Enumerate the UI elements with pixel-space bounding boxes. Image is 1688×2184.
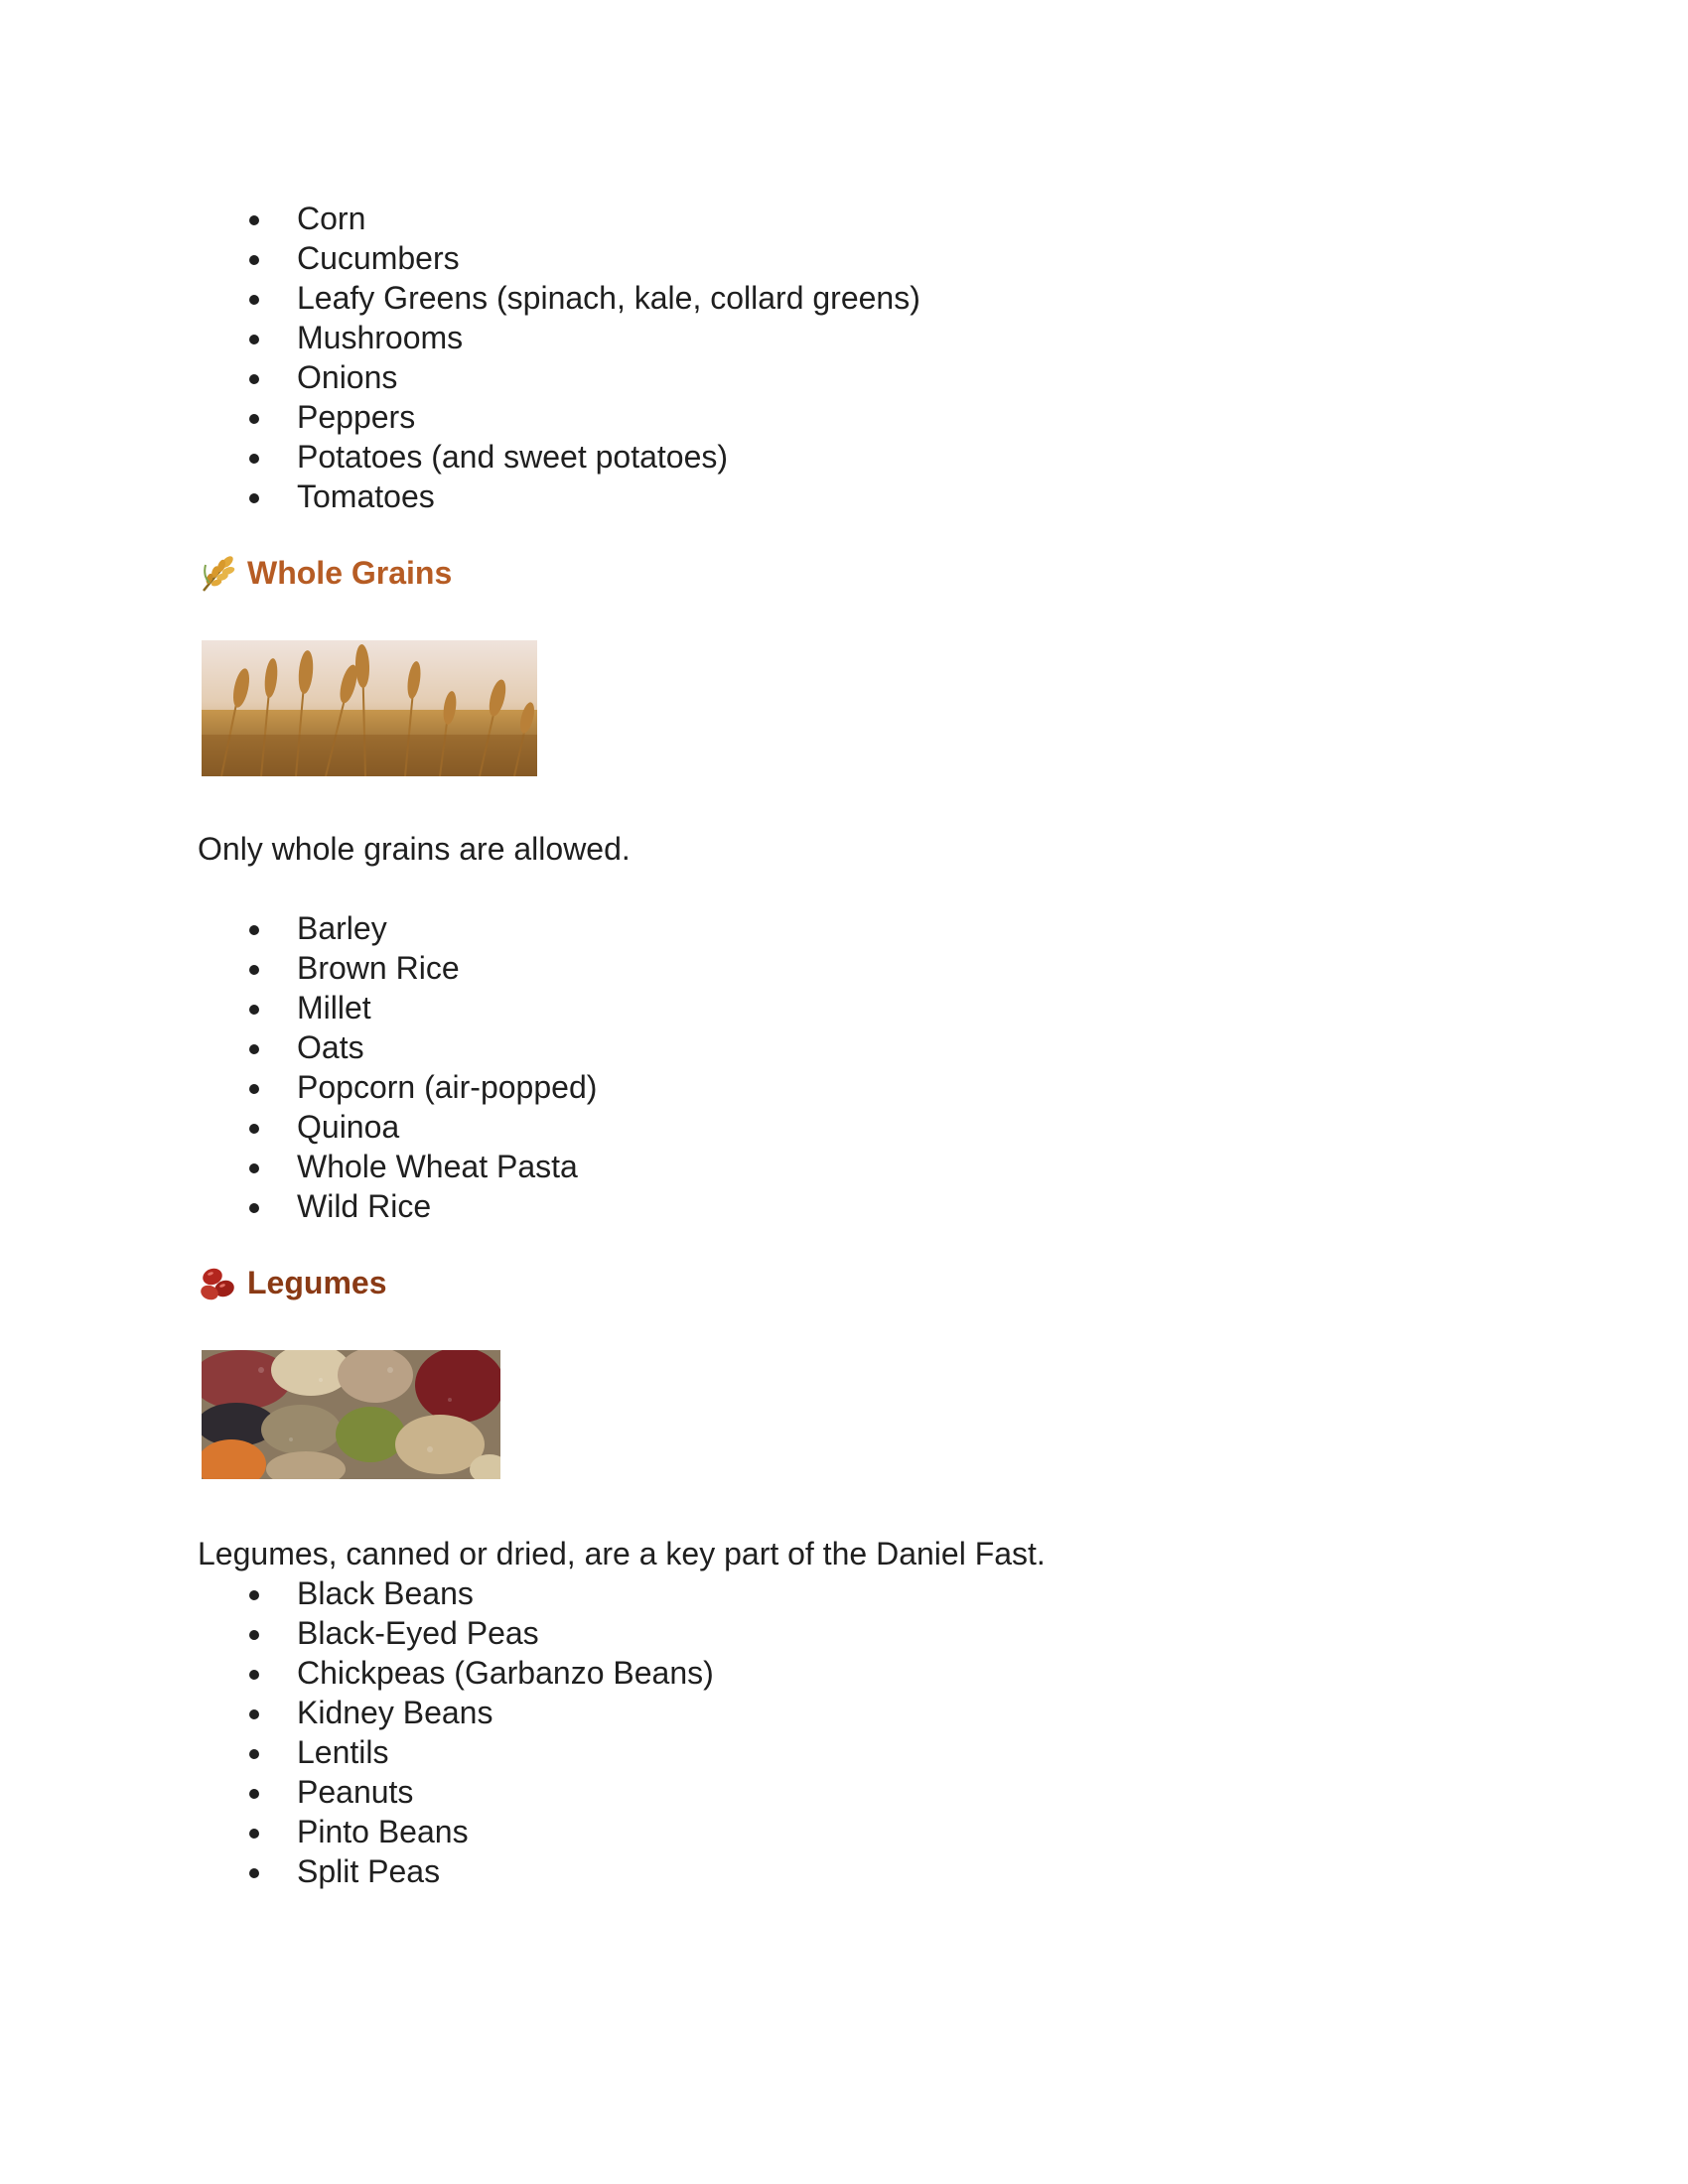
whole-grains-description: Only whole grains are allowed. bbox=[198, 831, 631, 867]
whole-grains-title: Whole Grains bbox=[247, 555, 453, 591]
list-item: Mushrooms bbox=[198, 318, 920, 357]
legumes-title: Legumes bbox=[247, 1265, 387, 1300]
list-item: Barley bbox=[198, 908, 597, 948]
list-item: Lentils bbox=[198, 1732, 714, 1772]
legumes-image bbox=[202, 1350, 500, 1479]
vegetables-list bbox=[198, 199, 920, 516]
list-item: Kidney Beans bbox=[198, 1693, 714, 1732]
list-item: Pinto Beans bbox=[198, 1812, 714, 1851]
list-item: Cucumbers bbox=[198, 238, 920, 278]
list-item: Onions bbox=[198, 357, 920, 397]
list-item: Tomatoes bbox=[198, 477, 920, 516]
list-item: Chickpeas (Garbanzo Beans) bbox=[198, 1653, 714, 1693]
list-item: Peppers bbox=[198, 397, 920, 437]
beans-icon bbox=[198, 1263, 239, 1302]
whole-grains-heading bbox=[198, 551, 452, 595]
list-item: Brown Rice bbox=[198, 948, 597, 988]
list-item: Split Peas bbox=[198, 1851, 714, 1891]
legumes-description: Legumes, canned or dried, are a key part of the Daniel Fast. bbox=[198, 1536, 1046, 1571]
list-item: Whole Wheat Pasta bbox=[198, 1147, 597, 1186]
list-item: Black Beans bbox=[198, 1573, 714, 1613]
list-item: Peanuts bbox=[198, 1772, 714, 1812]
legumes-list bbox=[198, 1573, 714, 1891]
whole-grains-list bbox=[198, 908, 597, 1226]
legumes-heading bbox=[198, 1261, 386, 1304]
list-item: Oats bbox=[198, 1027, 597, 1067]
list-item: Black-Eyed Peas bbox=[198, 1613, 714, 1653]
list-item: Quinoa bbox=[198, 1107, 597, 1147]
list-item: Potatoes (and sweet potatoes) bbox=[198, 437, 920, 477]
list-item: Wild Rice bbox=[198, 1186, 597, 1226]
wheat-field-image bbox=[202, 640, 537, 776]
wheat-icon bbox=[198, 553, 239, 593]
list-item: Popcorn (air-popped) bbox=[198, 1067, 597, 1107]
list-item: Leafy Greens (spinach, kale, collard greens) bbox=[198, 278, 920, 318]
list-item: Corn bbox=[198, 199, 920, 238]
list-item: Millet bbox=[198, 988, 597, 1027]
